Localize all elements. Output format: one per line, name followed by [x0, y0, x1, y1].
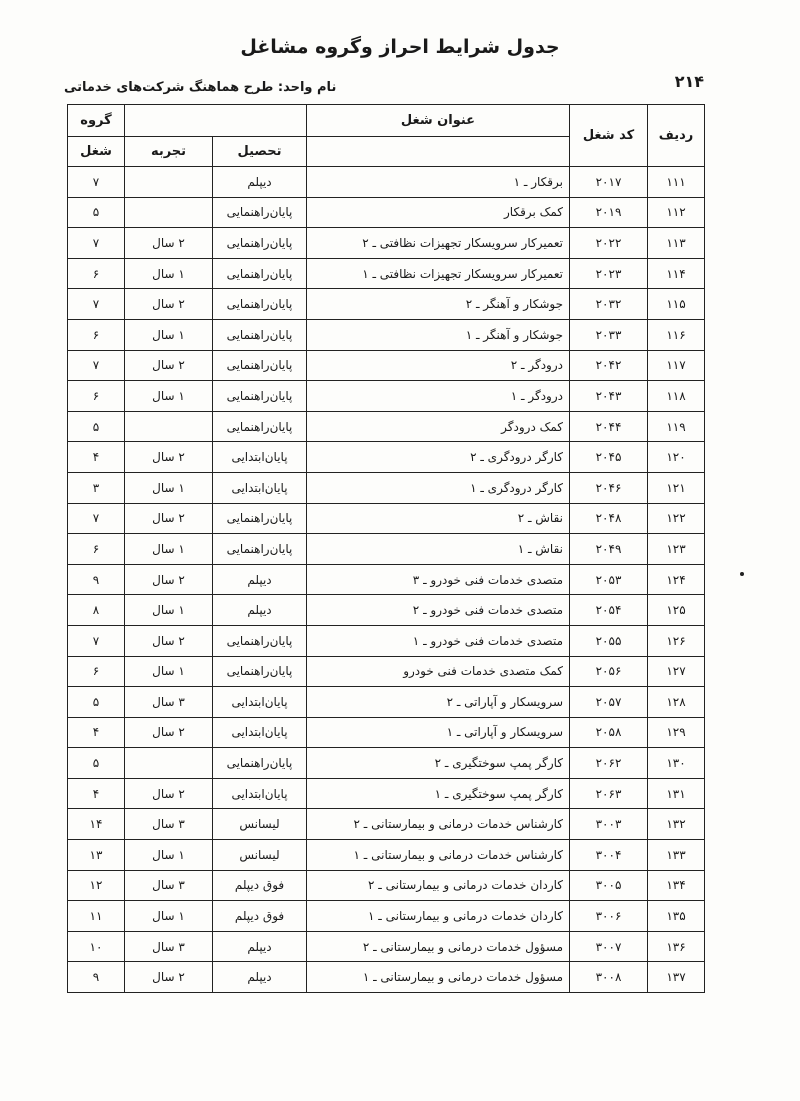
table-row	[68, 197, 705, 228]
table-row	[68, 258, 705, 289]
row-code: ۳۰۰۳	[570, 809, 648, 840]
row-index: ۱۲۷	[648, 656, 705, 687]
table-row	[68, 962, 705, 993]
row-experience: ۳ سال	[125, 809, 213, 840]
row-experience: ۱ سال	[125, 534, 213, 565]
table-row	[68, 778, 705, 809]
row-code: ۳۰۰۶	[570, 901, 648, 932]
table-row	[68, 931, 705, 962]
row-group: ۳	[68, 472, 125, 503]
table-row	[68, 350, 705, 381]
row-experience: ۱ سال	[125, 258, 213, 289]
table-row	[68, 901, 705, 932]
row-experience: ۲ سال	[125, 564, 213, 595]
row-education: پایان‌راهنمایی	[213, 350, 307, 381]
row-experience	[125, 197, 213, 228]
table-row	[68, 167, 705, 198]
row-education: پایان‌راهنمایی	[213, 319, 307, 350]
row-job-title: کارشناس خدمات درمانی و بیمارستانی ـ ۱	[307, 840, 570, 871]
header-education: تحصیل	[213, 137, 307, 167]
table-row	[68, 687, 705, 718]
table-row	[68, 809, 705, 840]
row-code: ۲۰۴۵	[570, 442, 648, 473]
row-job-title: تعمیرکار سرویسکار تجهیزات نظافتی ـ ۱	[307, 258, 570, 289]
row-experience: ۲ سال	[125, 717, 213, 748]
row-index: ۱۲۶	[648, 625, 705, 656]
row-experience	[125, 411, 213, 442]
row-job-title: سرویسکار و آپاراتی ـ ۱	[307, 717, 570, 748]
row-index: ۱۳۱	[648, 778, 705, 809]
table-row	[68, 748, 705, 779]
row-index: ۱۱۳	[648, 228, 705, 259]
row-education: پایان‌ابتدایی	[213, 442, 307, 473]
table-body	[68, 167, 705, 993]
row-code: ۲۰۴۹	[570, 534, 648, 565]
row-education: پایان‌راهنمایی	[213, 411, 307, 442]
row-code: ۳۰۰۵	[570, 870, 648, 901]
row-group: ۹	[68, 962, 125, 993]
row-index: ۱۲۰	[648, 442, 705, 473]
row-education: فوق دیپلم	[213, 870, 307, 901]
table-row	[68, 228, 705, 259]
row-code: ۳۰۰۷	[570, 931, 648, 962]
row-group: ۵	[68, 748, 125, 779]
row-code: ۲۰۴۶	[570, 472, 648, 503]
row-education: پایان‌راهنمایی	[213, 656, 307, 687]
row-education: پایان‌راهنمایی	[213, 258, 307, 289]
row-education: دیپلم	[213, 962, 307, 993]
table-row	[68, 411, 705, 442]
header-row-top	[68, 105, 705, 137]
unit-name-text: نام واحد: طرح هماهنگ شرکت‌های خدماتی	[64, 80, 337, 95]
row-job-title: کمک برقکار	[307, 197, 570, 228]
row-code: ۲۰۲۲	[570, 228, 648, 259]
row-index: ۱۱۴	[648, 258, 705, 289]
row-group: ۱۱	[68, 901, 125, 932]
row-education: پایان‌راهنمایی	[213, 289, 307, 320]
row-job-title: جوشکار و آهنگر ـ ۱	[307, 319, 570, 350]
row-code: ۲۰۱۹	[570, 197, 648, 228]
row-group: ۶	[68, 258, 125, 289]
row-index: ۱۱۷	[648, 350, 705, 381]
row-code: ۲۰۵۴	[570, 595, 648, 626]
row-job-title: کارگر پمپ سوختگیری ـ ۱	[307, 778, 570, 809]
row-job-title: مسؤول خدمات درمانی و بیمارستانی ـ ۲	[307, 931, 570, 962]
row-index: ۱۲۲	[648, 503, 705, 534]
row-experience: ۱ سال	[125, 901, 213, 932]
unit-name-label	[64, 80, 704, 95]
row-code: ۲۰۴۸	[570, 503, 648, 534]
row-job-title: کاردان خدمات درمانی و بیمارستانی ـ ۱	[307, 901, 570, 932]
row-experience: ۲ سال	[125, 625, 213, 656]
row-group: ۶	[68, 381, 125, 412]
row-education: پایان‌ابتدایی	[213, 778, 307, 809]
row-code: ۳۰۰۴	[570, 840, 648, 871]
row-index: ۱۲۴	[648, 564, 705, 595]
row-experience: ۲ سال	[125, 442, 213, 473]
row-job-title: کاردان خدمات درمانی و بیمارستانی ـ ۲	[307, 870, 570, 901]
row-job-title: نقاش ـ ۲	[307, 503, 570, 534]
row-group: ۷	[68, 167, 125, 198]
row-experience: ۲ سال	[125, 962, 213, 993]
row-code: ۲۰۴۲	[570, 350, 648, 381]
header-index: ردیف	[648, 105, 705, 167]
row-code: ۲۰۱۷	[570, 167, 648, 198]
row-index: ۱۳۴	[648, 870, 705, 901]
row-group: ۵	[68, 411, 125, 442]
row-education: فوق دیپلم	[213, 901, 307, 932]
row-group: ۷	[68, 503, 125, 534]
row-job-title: کارگر پمپ سوختگیری ـ ۲	[307, 748, 570, 779]
table-row	[68, 564, 705, 595]
row-index: ۱۳۲	[648, 809, 705, 840]
header-title-blank	[307, 137, 570, 167]
row-group: ۱۳	[68, 840, 125, 871]
row-experience: ۲ سال	[125, 289, 213, 320]
page-number: ۲۱۴	[674, 72, 704, 91]
row-education: پایان‌راهنمایی	[213, 625, 307, 656]
margin-dot	[740, 572, 744, 576]
row-experience: ۲ سال	[125, 778, 213, 809]
table-row	[68, 503, 705, 534]
row-index: ۱۲۱	[648, 472, 705, 503]
row-experience: ۱ سال	[125, 381, 213, 412]
row-job-title: کارگر درودگری ـ ۲	[307, 442, 570, 473]
row-education: دیپلم	[213, 167, 307, 198]
row-code: ۲۰۵۸	[570, 717, 648, 748]
table-row	[68, 319, 705, 350]
table-row	[68, 625, 705, 656]
row-group: ۴	[68, 717, 125, 748]
row-index: ۱۱۶	[648, 319, 705, 350]
row-experience: ۱ سال	[125, 840, 213, 871]
row-group: ۵	[68, 687, 125, 718]
row-job-title: کارشناس خدمات درمانی و بیمارستانی ـ ۲	[307, 809, 570, 840]
header-title: عنوان شغل	[307, 105, 570, 137]
header-experience: تجربه	[125, 137, 213, 167]
row-experience: ۳ سال	[125, 870, 213, 901]
jobs-table	[67, 104, 705, 993]
row-code: ۲۰۵۷	[570, 687, 648, 718]
row-job-title: جوشکار و آهنگر ـ ۲	[307, 289, 570, 320]
row-index: ۱۳۷	[648, 962, 705, 993]
row-experience: ۳ سال	[125, 931, 213, 962]
row-group: ۱۲	[68, 870, 125, 901]
table-row	[68, 442, 705, 473]
row-job-title: برقکار ـ ۱	[307, 167, 570, 198]
page-title: جدول شرایط احراز وگروه مشاغل	[240, 36, 560, 58]
row-code: ۲۰۵۶	[570, 656, 648, 687]
table-row	[68, 595, 705, 626]
row-index: ۱۲۸	[648, 687, 705, 718]
header-group-top: گروه	[68, 105, 125, 137]
table-row	[68, 870, 705, 901]
header-code: کد شغل	[570, 105, 648, 167]
row-education: پایان‌ابتدایی	[213, 687, 307, 718]
row-job-title: متصدی خدمات فنی خودرو ـ ۲	[307, 595, 570, 626]
table-row	[68, 472, 705, 503]
row-group: ۱۰	[68, 931, 125, 962]
table-row	[68, 534, 705, 565]
row-experience: ۲ سال	[125, 228, 213, 259]
row-education: پایان‌راهنمایی	[213, 381, 307, 412]
row-experience: ۳ سال	[125, 687, 213, 718]
row-code: ۲۰۶۳	[570, 778, 648, 809]
row-index: ۱۱۸	[648, 381, 705, 412]
table-row	[68, 717, 705, 748]
row-group: ۹	[68, 564, 125, 595]
row-education: دیپلم	[213, 931, 307, 962]
row-education: دیپلم	[213, 564, 307, 595]
row-experience: ۲ سال	[125, 503, 213, 534]
row-experience: ۱ سال	[125, 319, 213, 350]
row-group: ۷	[68, 289, 125, 320]
row-experience	[125, 167, 213, 198]
row-group: ۷	[68, 350, 125, 381]
row-job-title: نقاش ـ ۱	[307, 534, 570, 565]
row-job-title: متصدی خدمات فنی خودرو ـ ۳	[307, 564, 570, 595]
row-experience: ۱ سال	[125, 656, 213, 687]
table-row	[68, 289, 705, 320]
row-group: ۶	[68, 534, 125, 565]
row-education: پایان‌راهنمایی	[213, 503, 307, 534]
row-job-title: درودگر ـ ۱	[307, 381, 570, 412]
row-index: ۱۳۵	[648, 901, 705, 932]
row-index: ۱۳۳	[648, 840, 705, 871]
row-education: پایان‌راهنمایی	[213, 748, 307, 779]
row-group: ۶	[68, 319, 125, 350]
header-group-bottom: شغل	[68, 137, 125, 167]
row-group: ۷	[68, 228, 125, 259]
row-job-title: درودگر ـ ۲	[307, 350, 570, 381]
row-group: ۸	[68, 595, 125, 626]
row-index: ۱۲۵	[648, 595, 705, 626]
row-group: ۶	[68, 656, 125, 687]
row-education: پایان‌ابتدایی	[213, 717, 307, 748]
row-experience	[125, 748, 213, 779]
row-group: ۷	[68, 625, 125, 656]
row-code: ۲۰۵۳	[570, 564, 648, 595]
table-row	[68, 656, 705, 687]
row-code: ۲۰۶۲	[570, 748, 648, 779]
table-row	[68, 840, 705, 871]
row-index: ۱۲۳	[648, 534, 705, 565]
row-group: ۴	[68, 442, 125, 473]
row-experience: ۱ سال	[125, 472, 213, 503]
row-index: ۱۱۲	[648, 197, 705, 228]
row-job-title: مسؤول خدمات درمانی و بیمارستانی ـ ۱	[307, 962, 570, 993]
row-code: ۲۰۴۳	[570, 381, 648, 412]
row-education: دیپلم	[213, 595, 307, 626]
row-education: لیسانس	[213, 809, 307, 840]
row-job-title: سرویسکار و آپاراتی ـ ۲	[307, 687, 570, 718]
row-education: لیسانس	[213, 840, 307, 871]
row-experience: ۲ سال	[125, 350, 213, 381]
row-index: ۱۳۰	[648, 748, 705, 779]
row-job-title: تعمیرکار سرویسکار تجهیزات نظافتی ـ ۲	[307, 228, 570, 259]
row-education: پایان‌راهنمایی	[213, 534, 307, 565]
row-job-title: کمک درودگر	[307, 411, 570, 442]
row-group: ۵	[68, 197, 125, 228]
row-code: ۳۰۰۸	[570, 962, 648, 993]
row-code: ۲۰۲۳	[570, 258, 648, 289]
row-education: پایان‌ابتدایی	[213, 472, 307, 503]
row-job-title: متصدی خدمات فنی خودرو ـ ۱	[307, 625, 570, 656]
row-index: ۱۳۶	[648, 931, 705, 962]
row-education: پایان‌راهنمایی	[213, 197, 307, 228]
table-row	[68, 381, 705, 412]
row-code: ۲۰۳۳	[570, 319, 648, 350]
row-index: ۱۱۱	[648, 167, 705, 198]
row-education: پایان‌راهنمایی	[213, 228, 307, 259]
row-index: ۱۱۹	[648, 411, 705, 442]
row-experience: ۱ سال	[125, 595, 213, 626]
row-index: ۱۱۵	[648, 289, 705, 320]
row-job-title: کارگر درودگری ـ ۱	[307, 472, 570, 503]
row-index: ۱۲۹	[648, 717, 705, 748]
row-code: ۲۰۵۵	[570, 625, 648, 656]
row-job-title: کمک متصدی خدمات فنی خودرو	[307, 656, 570, 687]
row-code: ۲۰۴۴	[570, 411, 648, 442]
row-group: ۱۴	[68, 809, 125, 840]
row-group: ۴	[68, 778, 125, 809]
row-code: ۲۰۳۲	[570, 289, 648, 320]
header-requirements-blank	[125, 105, 307, 137]
